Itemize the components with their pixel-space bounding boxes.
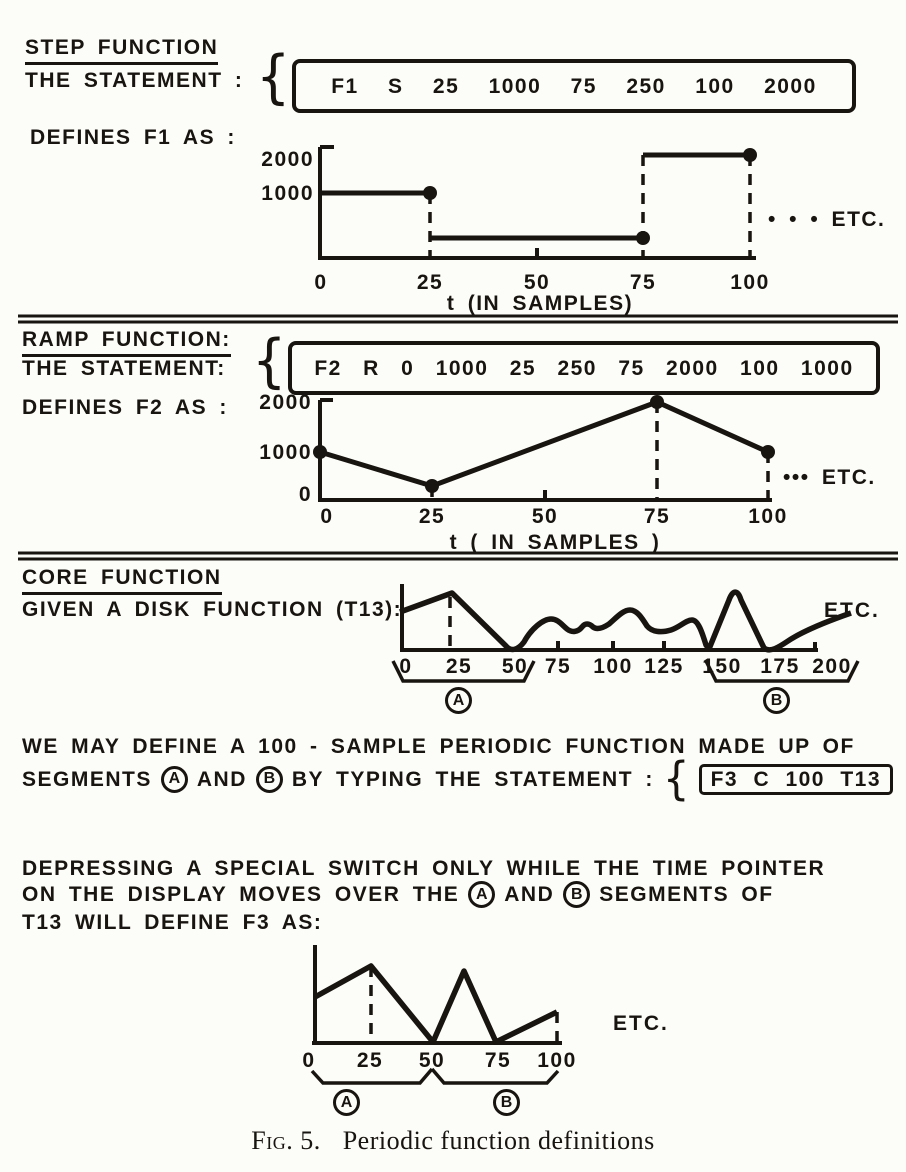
core-paragraph1-and-word: AND xyxy=(196,767,247,791)
circled-b-inline-2: B xyxy=(563,881,590,908)
ramp-statement-brace: { xyxy=(252,326,287,395)
step-defines-label: DEFINES F1 AS : xyxy=(30,126,236,149)
ramp-statement-box xyxy=(288,341,880,395)
core-given-label: GIVEN A DISK FUNCTION (T13): xyxy=(22,598,403,621)
f3-statement-box xyxy=(699,764,893,795)
ramp-xtick-50: 50 xyxy=(531,505,559,528)
ramp-xtick-75: 75 xyxy=(643,505,671,528)
step-xtick-0: 0 xyxy=(314,271,328,294)
core-segment-b-badge: B xyxy=(763,687,790,714)
core-section-heading: CORE FUNCTION xyxy=(22,566,222,595)
circled-a-inline-1: A xyxy=(161,766,188,793)
step-statement-text: F1 S 25 1000 75 250 100 2000 xyxy=(331,74,817,98)
f3-xtick-75: 75 xyxy=(484,1049,512,1072)
ramp-ytick-1000: 1000 xyxy=(259,441,312,464)
figure-caption xyxy=(0,1126,906,1156)
circled-a-inline-2: A xyxy=(468,881,495,908)
core-etc-annotation: ETC. xyxy=(824,599,880,622)
f3-statement-brace: { xyxy=(662,752,690,805)
f3-xtick-25: 25 xyxy=(356,1049,384,1072)
core-paragraph1-line1: WE MAY DEFINE A 100 - SAMPLE PERIODIC FUNCTION MADE UP OF xyxy=(22,735,855,758)
section-divider-1 xyxy=(18,316,898,322)
core-xtick-75: 75 xyxy=(544,655,572,678)
step-ytick-2000: 2000 xyxy=(261,148,314,171)
ramp-statement-label: THE STATEMENT: xyxy=(22,357,226,380)
ramp-xtick-25: 25 xyxy=(418,505,446,528)
core-paragraph2-line2-start: ON THE DISPLAY MOVES OVER THE xyxy=(22,883,460,906)
ramp-xaxis-label: t ( IN SAMPLES ) xyxy=(449,531,661,554)
f3-etc-annotation: ETC. xyxy=(613,1012,669,1035)
step-plot-dashed-lines xyxy=(430,155,750,258)
core-xtick-150: 150 xyxy=(702,655,742,678)
f3-segment-a-badge: A xyxy=(333,1089,360,1116)
core-xtick-50: 50 xyxy=(501,655,529,678)
f3-xtick-100: 100 xyxy=(537,1049,577,1072)
core-paragraph1-rest: BY TYPING THE STATEMENT : xyxy=(291,767,654,791)
figure-caption-number: Fig. 5. xyxy=(251,1126,321,1155)
ramp-xtick-0: 0 xyxy=(320,505,334,528)
ramp-ytick-0: 0 xyxy=(298,483,312,506)
step-xtick-25: 25 xyxy=(416,271,444,294)
ramp-etc-annotation: ••• ETC. xyxy=(783,466,876,489)
core-paragraph2-line2 xyxy=(22,881,774,908)
ramp-plot-series xyxy=(320,402,768,486)
core-xtick-200: 200 xyxy=(812,655,852,678)
core-plot-curve xyxy=(400,592,851,650)
core-xtick-25: 25 xyxy=(445,655,473,678)
core-paragraph2-line2-end: SEGMENTS OF xyxy=(599,883,774,906)
f3-plot-curve xyxy=(315,966,557,1042)
core-paragraph2-line3: T13 WILL DEFINE F3 AS: xyxy=(22,911,323,934)
ramp-xtick-100: 100 xyxy=(748,505,788,528)
f3-statement-text: F3 C 100 T13 xyxy=(710,767,882,791)
f3-segment-b-badge: B xyxy=(493,1089,520,1116)
step-ytick-1000: 1000 xyxy=(261,182,314,205)
step-statement-brace: { xyxy=(256,42,291,111)
circled-b-inline-1: B xyxy=(256,766,283,793)
step-xaxis-label: t (IN SAMPLES) xyxy=(446,292,634,315)
f3-xtick-0: 0 xyxy=(302,1049,316,1072)
ramp-plot-axes xyxy=(320,400,772,500)
core-segment-a-badge: A xyxy=(445,687,472,714)
core-xtick-100: 100 xyxy=(593,655,633,678)
ramp-statement-text: F2 R 0 1000 25 250 75 2000 100 1000 xyxy=(314,356,854,380)
step-section-heading: STEP FUNCTION xyxy=(25,36,218,65)
step-xtick-100: 100 xyxy=(730,271,770,294)
core-paragraph2-line2-and: AND xyxy=(504,883,555,906)
ramp-section-heading: RAMP FUNCTION: xyxy=(22,328,231,357)
core-plot-axes xyxy=(402,584,818,650)
step-statement-label: THE STATEMENT : xyxy=(25,69,244,92)
core-xtick-175: 175 xyxy=(760,655,800,678)
step-etc-annotation: • • • ETC. xyxy=(768,208,886,231)
core-xtick-0: 0 xyxy=(399,655,413,678)
step-plot-axes xyxy=(320,147,756,258)
step-plot-series xyxy=(320,155,750,238)
ramp-plot-dashed-lines xyxy=(432,402,768,500)
ramp-defines-label: DEFINES F2 AS : xyxy=(22,396,228,419)
f3-xtick-50: 50 xyxy=(418,1049,446,1072)
core-paragraph2-line1: DEPRESSING A SPECIAL SWITCH ONLY WHILE THE TIME POINTER xyxy=(22,857,826,880)
ramp-ytick-2000: 2000 xyxy=(259,391,312,414)
step-xtick-75: 75 xyxy=(629,271,657,294)
core-paragraph1-line2 xyxy=(22,752,893,805)
core-xtick-125: 125 xyxy=(644,655,684,678)
step-xtick-50: 50 xyxy=(523,271,551,294)
step-statement-box xyxy=(292,59,856,113)
figure-caption-title: Periodic function definitions xyxy=(342,1126,655,1155)
core-paragraph1-segments-word: SEGMENTS xyxy=(22,767,152,791)
